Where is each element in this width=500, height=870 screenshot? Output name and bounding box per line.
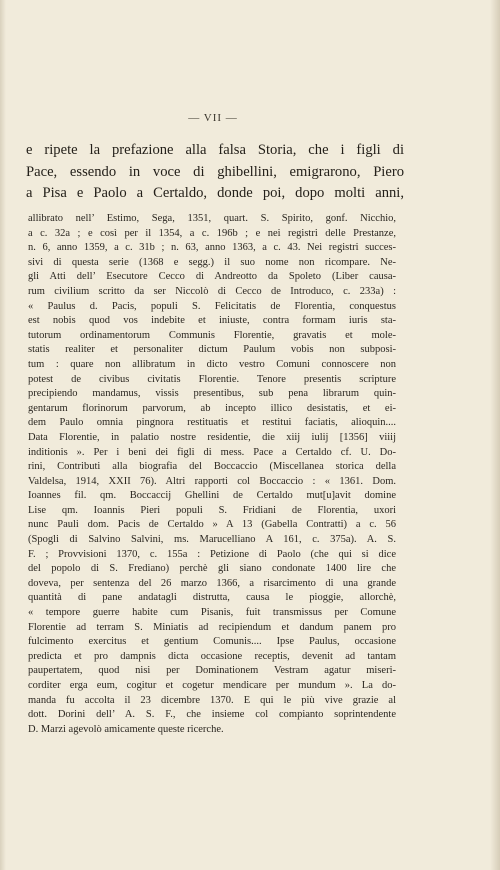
- footnote-line: rini, Contributi alla biografia del Boccaccio (Miscellanea storica della: [28, 461, 396, 473]
- footnote-line: Florentie ad terram S. Miniatis ad recipiendum et dandum panem pro: [28, 621, 396, 633]
- footnote-line: (Spogli di Salvino Salvini, ms. Marucelliano A 161, c. 375a). A. S.: [28, 534, 396, 546]
- footnote-line: « tempore guerre habite cum Pisanis, fuit transmissus per Comune: [28, 607, 396, 619]
- footnote-line: doveva, per sentenza del 26 marzo 1366, a risarcimento di una grande: [28, 577, 396, 589]
- footnote-line: Lise qm. Ioannis Pieri populi S. Fridiani de Florentia, uxori: [28, 504, 396, 516]
- footnote-line: tutorum ordinamentorum Communis Florentie, gravatis et mole-: [28, 329, 396, 341]
- footnote-line: allibrato nell’ Estimo, Sega, 1351, quart. S. Spirito, gonf. Nicchio,: [28, 213, 396, 224]
- main-text-line: e ripete la prefazione alla falsa Storia, che i figli di: [26, 142, 404, 158]
- footnote: [28, 212, 396, 737]
- footnote-line: gli Atti dell’ Esecutore Cecco di Andreotto da Spoleto (Liber causa-: [28, 271, 396, 283]
- footnote-line: inditionis ». Per i beni dei figli di mess. Pace a Certaldo cf. U. Do-: [28, 446, 396, 458]
- footnote-line: manda fu accolta il 23 dicembre 1370. E qui le più vive grazie al: [28, 694, 396, 706]
- main-text-line: a Pisa e Paolo a Certaldo, donde poi, dopo molti anni,: [26, 185, 404, 201]
- footnote-line: sivi di questa serie (1368 e segg.) il suo nome non ricompare. Ne-: [28, 256, 396, 268]
- footnote-line: quantità di pane andatagli distrutta, causa le pioggie, allorchè,: [28, 592, 396, 604]
- footnote-line: statis realiter et personaliter dictum Paulum vobis non subposi-: [28, 344, 396, 356]
- footnote-line: est nobis quod vos indebite et iniuste, contra formam iuris sta-: [28, 315, 396, 327]
- footnote-line: dott. Dorini dell’ A. S. F., che insieme col compianto soprintendente: [28, 709, 396, 721]
- footnote-line: paupertatem, quod nisi per Dominationem Vestram agatur miseri-: [28, 665, 396, 677]
- footnote-line: fulcimento exercitus et gentium Comunis.... Ipse Paulus, occasione: [28, 636, 396, 648]
- footnote-line: Valdelsa, 1914, XXII 76). Altri rapporti col Boccaccio : « 1361. Dom.: [28, 475, 396, 487]
- footnote-line: precipiendo mandamus, vissis presentibus, sub pena librarum quin-: [28, 388, 396, 400]
- footnote-line: corditer erga eum, cogitur et cogetur mendicare per mundum ». La do-: [28, 680, 396, 691]
- footnote-line: D. Marzi agevolò amicamente queste ricerche.: [28, 723, 224, 735]
- main-text: [26, 140, 404, 205]
- page-edge-left: [0, 0, 6, 870]
- footnote-line: rum civilium scritto da ser Niccolò di Cecco de Introduco, c. 233a) :: [28, 285, 396, 297]
- footnote-line: « Paulus d. Pacis, populi S. Felicitatis de Florentia, conquestus: [28, 300, 396, 312]
- footnote-line: F. ; Provvisioni 1370, c. 155a : Petizione di Paolo (che qui si dice: [28, 548, 396, 560]
- footnote-line: dem Paulo omnia pingnora restituatis et restitui faciatis, alioquin....: [28, 417, 396, 429]
- footnote-line: tum : quare non allibratum in dicto vestro Comuni connoscere non: [28, 358, 396, 370]
- footnote-line: a c. 32a ; e così per il 1354, a c. 196b ; e nei registri delle Prestanze,: [28, 227, 396, 239]
- footnote-line: Ioannes fil. qm. Boccaccij Ghellini de Certaldo mut[u]avit domine: [28, 490, 396, 502]
- page-number: — VII —: [188, 112, 238, 124]
- footnote-line: gentarum florinorum parvorum, ab incepto illico desistatis, et ei-: [28, 402, 396, 414]
- page-edge-right: [490, 0, 500, 870]
- footnote-line: del popolo di S. Frediano) perchè gli siano condonate 1400 lire che: [28, 563, 396, 575]
- footnote-line: predicta et pro dampnis dicta occasione receptis, devenit ad tantam: [28, 650, 396, 662]
- footnote-line: Data Florentie, in palatio nostre residentie, die xiij iulij [1356] viiij: [28, 431, 396, 443]
- footnote-line: potest de civibus civitatis Florentie. Tenore presentis scripture: [28, 373, 396, 385]
- main-text-line: Pace, essendo in voce di ghibellini, emigrarono, Piero: [26, 163, 404, 180]
- footnote-line: n. 6, anno 1359, a c. 31b ; n. 63, anno 1363, a c. 43. Nei registri succes-: [28, 242, 396, 254]
- footnote-line: nunc Pauli dom. Pacis de Certaldo » A 13 (Gabella Contratti) a c. 56: [28, 519, 396, 531]
